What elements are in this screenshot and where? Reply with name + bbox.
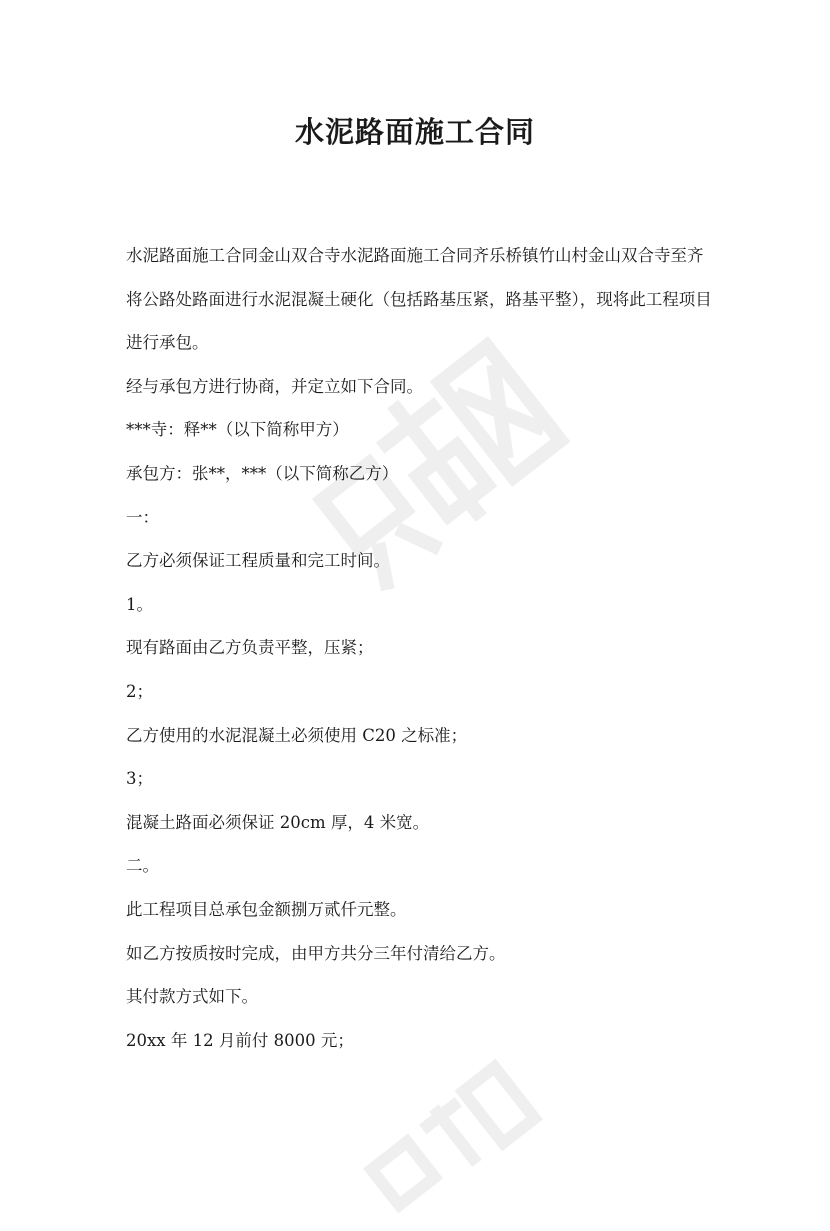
paragraph-first-payment: 20xx 年 12 月前付 8000 元； bbox=[126, 1030, 354, 1050]
document-title: 水泥路面施工合同 bbox=[294, 115, 535, 149]
item-number-2: 2； bbox=[126, 681, 153, 701]
section-heading-1: 一： bbox=[126, 507, 159, 527]
paragraph-payment-method: 其付款方式如下。 bbox=[126, 987, 258, 1007]
paragraph-quality: 乙方必须保证工程质量和完工时间。 bbox=[126, 551, 390, 571]
paragraph-party-b: 承包方：张**，***（以下简称乙方） bbox=[126, 463, 399, 483]
paragraph-party-a: ***寺：释**（以下简称甲方） bbox=[126, 420, 349, 440]
paragraph-negotiation: 经与承包方进行协商，并定立如下合同。 bbox=[126, 376, 423, 396]
item-number-1: 1。 bbox=[126, 594, 153, 614]
paragraph-payment-terms: 如乙方按质按时完成，由甲方共分三年付清给乙方。 bbox=[126, 943, 506, 963]
paragraph-contract-amount: 此工程项目总承包金额捌万贰仟元整。 bbox=[126, 899, 407, 919]
document-body bbox=[126, 234, 716, 1062]
paragraph-road-leveling: 现有路面由乙方负责平整，压紧； bbox=[126, 638, 374, 658]
section-heading-2: 二。 bbox=[126, 856, 159, 876]
paragraph-road-dimensions: 混凝土路面必须保证 20cm 厚，4 米宽。 bbox=[126, 812, 430, 832]
item-number-3: 3； bbox=[126, 769, 153, 789]
watermark-logo-bottom bbox=[351, 1049, 548, 1231]
paragraph-intro: 水泥路面施工合同金山双合寺水泥路面施工合同齐乐桥镇竹山村金山双合寺至齐将公路处路面进行水泥混凝土硬化（包括路基压紧，路基平整），现将此工程项目进行承包。 bbox=[126, 246, 712, 353]
paragraph-concrete-standard: 乙方使用的水泥混凝土必须使用 C20 之标准； bbox=[126, 725, 468, 745]
